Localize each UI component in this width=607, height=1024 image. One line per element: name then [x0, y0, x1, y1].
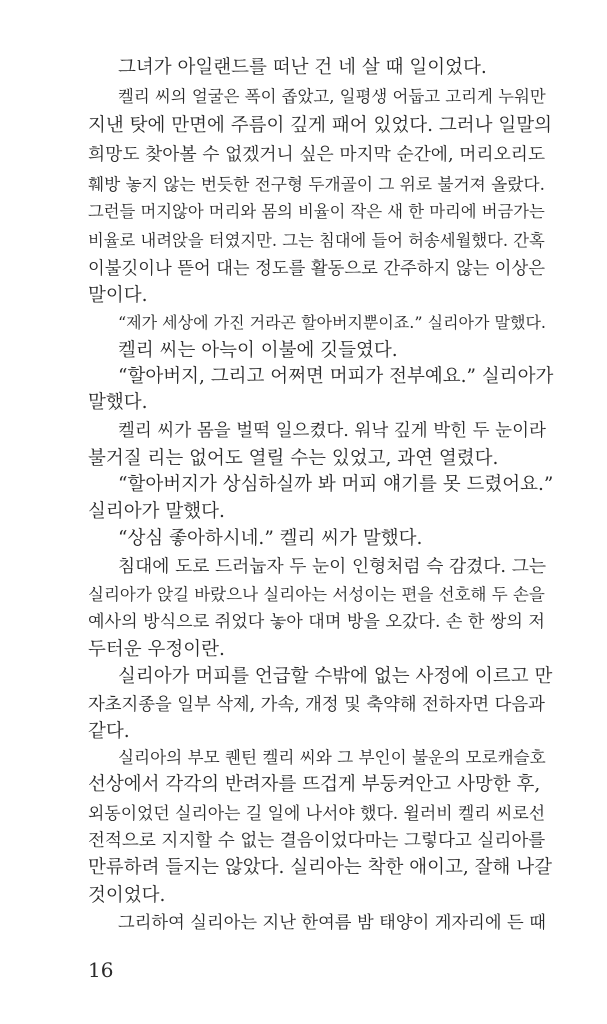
- text-line: 전적으로 지지할 수 없는 결음이었다마는 그렇다고 실리아를: [88, 831, 546, 851]
- text-line: “할아버지가 상심하실까 봐 머피 얘기를 못 드렸어요.”: [118, 474, 554, 495]
- text-line: 희망도 찾아볼 수 없겠거니 싶은 마지막 순간에, 머리오리도: [88, 144, 546, 165]
- text-line: 침대에 도로 드러눕자 두 눈이 인형처럼 슥 감겼다. 그는: [118, 557, 547, 577]
- text-line: 만류하려 들지는 않았다. 실리아는 착한 애이고, 잘해 나갈: [88, 857, 552, 878]
- page-number: 16: [88, 958, 114, 982]
- text-line: 말이다.: [88, 285, 148, 306]
- text-line: 그리하여 실리아는 지난 한여름 밤 태양이 게자리에 든 때: [118, 913, 546, 933]
- text-line: 실리아가 앉길 바랐으나 실리아는 서성이는 편을 선호해 두 손을: [88, 585, 545, 604]
- text-line: 불거질 리는 없어도 열릴 수는 있었고, 과연 열렸다.: [88, 448, 499, 469]
- text-line: 자초지종을 일부 삭제, 가속, 개정 및 축약해 전하자면 다음과: [88, 695, 545, 715]
- text-line: 같다.: [88, 721, 130, 742]
- text-line: “제가 세상에 가진 거라곤 할아버지뿐이죠.” 실리아가 말했다.: [118, 313, 546, 332]
- text-line: “상심 좋아하시네.” 켈리 씨가 말했다.: [118, 528, 423, 549]
- text-line: 그런들 머지않아 머리와 몸의 비율이 작은 새 한 마리에 버금가는: [88, 202, 545, 221]
- text-line: 것이었다.: [88, 885, 166, 906]
- text-line: 말했다.: [88, 392, 148, 413]
- text-line: 외동이었던 실리아는 길 일에 나서야 했다. 윌러비 켈리 씨로선: [88, 803, 546, 823]
- text-line: “할아버지, 그리고 어쩌면 머피가 전부예요.” 실리아가: [118, 366, 554, 387]
- text-line: 켈리 씨의 얼굴은 폭이 좁았고, 일평생 어둡고 고리게 누워만: [118, 87, 546, 106]
- text-line: 선상에서 각각의 반려자를 뜨겁게 부둥켜안고 사망한 후,: [88, 774, 541, 795]
- text-line: 실리아가 말했다.: [88, 501, 225, 522]
- text-line: 켈리 씨가 몸을 벌떡 일으켰다. 워낙 깊게 박힌 두 눈이라: [118, 421, 546, 441]
- text-line: 실리아가 머피를 언급할 수밖에 없는 사정에 이르고 만: [118, 666, 553, 687]
- text-line: 두터운 우정이란.: [88, 639, 225, 660]
- text-line: 훼방 놓지 않는 번듯한 전구형 두개골이 그 위로 불거져 올랐다.: [88, 174, 545, 194]
- text-line: 예사의 방식으로 쥐었다 놓아 대며 방을 오갔다. 손 한 쌍의 저: [88, 612, 545, 632]
- text-line: 그녀가 아일랜드를 떠난 건 네 살 때 일이었다.: [118, 57, 487, 78]
- text-line: 실리아의 부모 퀜틴 켈리 씨와 그 부인이 불운의 모로캐슬호: [118, 748, 546, 767]
- text-line: 비율로 내려앉을 터였지만. 그는 침대에 들어 허송세월했다. 간혹: [88, 231, 545, 250]
- text-line: 켈리 씨는 아늑이 이불에 깃들였다.: [118, 340, 398, 361]
- text-line: 이불깃이나 뜯어 대는 정도를 활동으로 간주하지 않는 이상은: [88, 259, 546, 279]
- text-line: 지낸 탓에 만면에 주름이 깊게 패어 있었다. 그러나 일말의: [88, 115, 552, 136]
